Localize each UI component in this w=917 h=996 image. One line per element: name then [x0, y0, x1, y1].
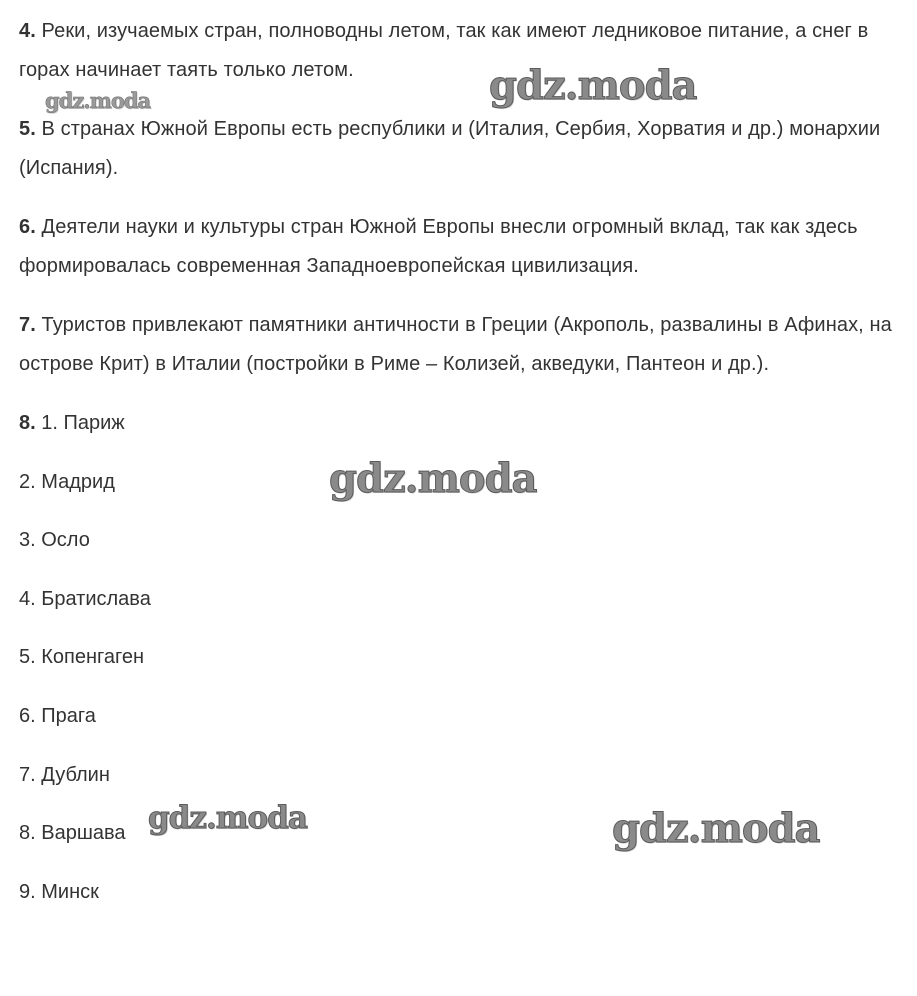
answer-number: 4. — [19, 20, 36, 42]
list-item-text: 1. Париж — [41, 412, 125, 434]
answer-number: 8. — [19, 412, 36, 434]
answer-number: 5. — [19, 118, 36, 140]
answer-text: Реки, изучаемых стран, полноводны летом, так как имеют ледниковое питание, а снег в горах начинает таять только летом. — [19, 20, 869, 81]
list-item — [19, 756, 911, 795]
answer-number: 6. — [19, 216, 36, 238]
list-item — [19, 873, 911, 912]
watermark-logo: gdz.moda — [45, 88, 151, 113]
watermark-logo: gdz.moda — [148, 800, 307, 836]
list-item-text: 8. Варшава — [19, 822, 126, 845]
list-item — [19, 404, 911, 443]
list-item-text: 3. Осло — [19, 529, 90, 552]
answer-5 — [19, 110, 911, 188]
list-item — [19, 638, 911, 677]
list-item-text: 9. Минск — [19, 880, 99, 903]
answer-number: 7. — [19, 314, 36, 336]
answer-4 — [19, 12, 911, 90]
answer-text: Туристов привлекают памятники античности в Греции (Акрополь, развалины в Афинах, на острове Крит) в Италии (постройки в Риме – Колизей, акведуки, Пантеон и др.). — [19, 314, 892, 375]
answer-text: Деятели науки и культуры стран Южной Европы внесли огромный вклад, так как здесь формировалась современная Западноевропейская цивилизация. — [19, 216, 858, 277]
answer-text: В странах Южной Европы есть республики и (Италия, Сербия, Хорватия и др.) монархии (Испания). — [19, 118, 881, 179]
list-item — [19, 697, 911, 736]
list-item-text: 6. Прага — [19, 704, 96, 727]
list-item-text: 7. Дублин — [19, 763, 110, 786]
list-item-text: 2. Мадрид — [19, 470, 115, 493]
list-item — [19, 580, 911, 619]
answer-6 — [19, 208, 911, 286]
watermark-logo: gdz.moda — [612, 805, 820, 852]
list-item-text: 4. Братислава — [19, 587, 151, 610]
answer-7 — [19, 306, 911, 384]
list-item-text: 5. Копенгаген — [19, 646, 145, 669]
watermark-logo: gdz.moda — [489, 62, 697, 109]
list-item — [19, 521, 911, 560]
watermark-logo: gdz.moda — [329, 455, 537, 502]
